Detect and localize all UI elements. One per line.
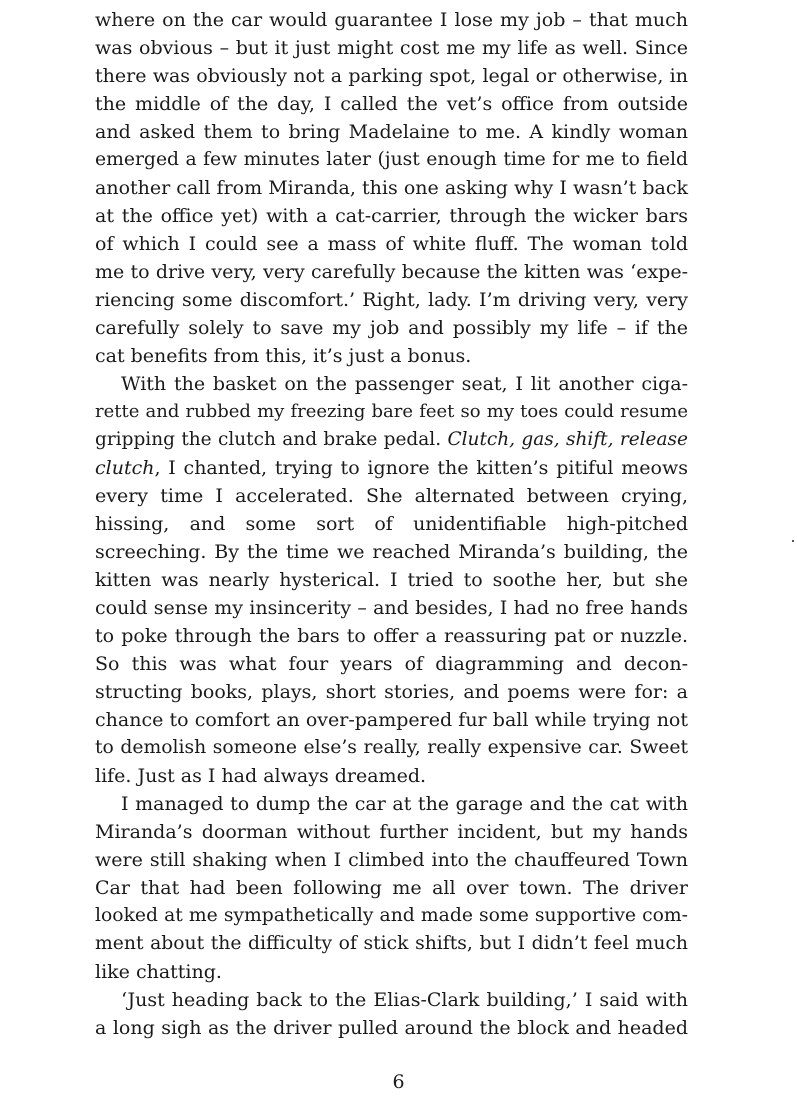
text-line: to poke through the bars to offer a reassuring pat or nuzzle. — [95, 625, 688, 647]
text-line: where on the car would guarantee I lose my job – that much — [95, 9, 688, 31]
text-line: there was obviously not a parking spot, legal or otherwise, in — [95, 65, 688, 87]
text-line: structing books, plays, short stories, and poems were for: a — [95, 681, 688, 703]
text-line: life. Just as I had always dreamed. — [95, 765, 427, 787]
text-line: the middle of the day, I called the vet’s office from outside — [95, 93, 688, 115]
paragraph-1 — [95, 6, 688, 370]
text-line: Car that had been following me all over town. The driver — [95, 877, 688, 899]
text-line: kitten was nearly hysterical. I tried to soothe her, but she — [95, 569, 688, 591]
text-line: to demolish someone else’s really, really expensive car. Sweet — [95, 737, 688, 758]
text-line — [95, 426, 688, 454]
text-line: at the office yet) with a cat-carrier, through the wicker bars — [95, 205, 688, 227]
text-line: ment about the difficulty of stick shifts, but I didn’t feel much — [95, 933, 688, 954]
text-line: every time I accelerated. She alternated between crying, — [95, 485, 688, 507]
text-line: I managed to dump the car at the garage and the cat with — [121, 793, 688, 815]
book-page-text — [95, 6, 688, 1042]
text-line: could sense my insincerity – and besides, I had no free hands — [95, 597, 688, 619]
text-line: another call from Miranda, this one asking why I wasn’t back — [95, 177, 688, 199]
scan-speck — [792, 540, 794, 542]
text-line: chance to comfort an over-pampered fur ball while trying not — [95, 709, 688, 731]
text-run: gripping the clutch and brake pedal. — [95, 429, 448, 450]
text-line: So this was what four years of diagramming and decon- — [95, 653, 688, 675]
text-line: hissing, and some sort of unidentifiable high-pitched — [95, 513, 688, 535]
text-line: me to drive very, very carefully because the kitten was ‘expe- — [95, 261, 688, 283]
text-line: rette and rubbed my freezing bare feet so my toes could resume — [95, 401, 688, 422]
text-line: like chatting. — [95, 961, 222, 983]
paragraph-4 — [95, 986, 688, 1042]
paragraph-2 — [95, 370, 688, 790]
text-line: emerged a few minutes later (just enough time for me to field — [95, 149, 688, 170]
text-line: With the basket on the passenger seat, I lit another ciga- — [121, 373, 688, 395]
text-line: was obvious – but it just might cost me my life as well. Since — [95, 37, 688, 59]
paragraph-3 — [95, 790, 688, 986]
text-line: Miranda’s doorman without further incident, but my hands — [95, 821, 688, 843]
text-line: riencing some discomfort.’ Right, lady. I’m driving very, very — [95, 289, 688, 311]
text-line — [95, 454, 688, 482]
text-line: carefully solely to save my job and possibly my life – if the — [95, 317, 688, 339]
text-run: , I chanted, trying to ignore the kitten’s pitiful meows — [154, 457, 688, 479]
text-line: of which I could see a mass of white fluff. The woman told — [95, 233, 688, 255]
text-line: ‘Just heading back to the Elias-Clark building,’ I said with — [121, 989, 688, 1011]
text-line: screeching. By the time we reached Miranda’s building, the — [95, 541, 688, 563]
text-line: a long sigh as the driver pulled around the block and headed — [95, 1017, 688, 1039]
italic-text: clutch — [95, 457, 155, 479]
italic-text: Clutch, gas, shift, release — [447, 429, 688, 450]
page-number: 6 — [392, 1071, 405, 1093]
text-line: looked at me sympathetically and made some supportive com- — [95, 905, 688, 926]
text-line: and asked them to bring Madelaine to me. A kindly woman — [95, 121, 688, 143]
text-line: were still shaking when I climbed into the chauffeured Town — [95, 849, 688, 871]
text-line: cat benefits from this, it’s just a bonus. — [95, 345, 472, 367]
